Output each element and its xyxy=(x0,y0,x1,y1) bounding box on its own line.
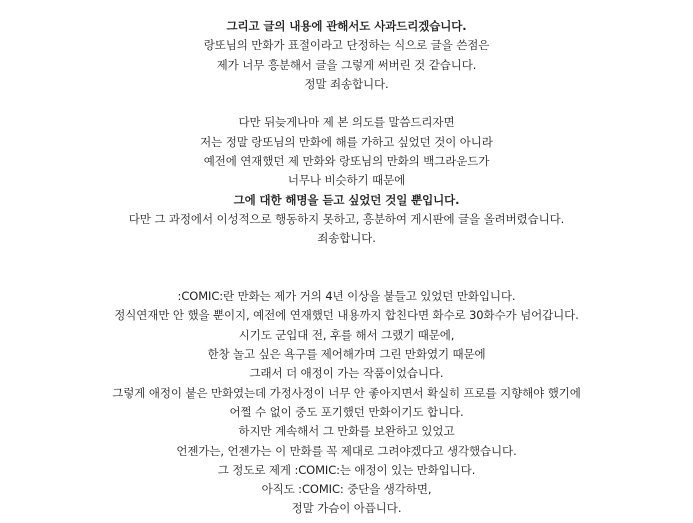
text-line: :COMIC:란 만화는 제가 거의 4년 이상을 붙들고 있었던 만화입니다. xyxy=(177,289,516,304)
text-line: 어쩔 수 없이 중도 포기했던 만화이기도 합니다. xyxy=(229,404,464,419)
text-line: 저는 정말 랑또님의 만화에 해를 가하고 싶었던 것이 아니라 xyxy=(200,134,493,149)
blank-line xyxy=(0,94,693,113)
text-line: 언젠가는, 언젠가는 이 만화를 꼭 제대로 그려야겠다고 생각했습니다. xyxy=(176,443,517,458)
text-line: 그 정도로 제게 :COMIC:는 애정이 있는 만화입니다. xyxy=(217,462,476,477)
paragraph-comic-history xyxy=(0,287,693,519)
text-line: 정식연재만 안 했을 뿐이지, 예전에 연재했던 내용까지 합친다면 화수로 30화수가 넘어갑니다. xyxy=(114,308,579,323)
text-line: 제가 너무 흥분해서 글을 그렇게 써버린 것 같습니다. xyxy=(216,57,477,72)
text-line: 하지만 계속해서 그 만화를 보완하고 있었고 xyxy=(238,424,455,439)
text-line: 너무나 비슷하기 때문에 xyxy=(287,173,406,188)
text-line: 정말 죄송합니다. xyxy=(304,76,389,91)
text-line: 한창 놀고 싶은 욕구를 제어해가며 그린 만화였기 때문에 xyxy=(207,347,486,362)
text-line: 그에 대한 해명을 듣고 싶었던 것일 뿐입니다. xyxy=(233,192,460,207)
post-body xyxy=(0,17,693,519)
paragraph-apology xyxy=(0,17,693,94)
text-line: 죄송합니다. xyxy=(317,231,376,246)
text-line: 그래서 더 애정이 가는 작품이었습니다. xyxy=(249,366,444,381)
paragraph-intention xyxy=(0,113,693,248)
text-line: 예전에 연재했던 제 만화와 랑또님의 만화의 백그라운드가 xyxy=(203,154,490,169)
text-line: 다만 뒤늦게나마 제 본 의도를 말씀드리자면 xyxy=(238,115,455,130)
text-line: 랑또님의 만화가 표절이라고 단정하는 식으로 글을 쓴점은 xyxy=(203,38,490,53)
text-line: 그렇게 애정이 붙은 만화였는데 가정사정이 너무 안 좋아지면서 확실히 프로를 지향해야 했기에 xyxy=(112,385,581,400)
text-line: 아직도 :COMIC: 중단을 생각하면, xyxy=(261,482,432,497)
text-line: 다만 그 과정에서 이성적으로 행동하지 못하고, 흥분하여 게시판에 글을 올려버렸습니다. xyxy=(128,211,565,226)
blank-line xyxy=(0,249,693,288)
text-line: 정말 가슴이 아픕니다. xyxy=(291,501,402,516)
text-line: 그리고 글의 내용에 관해서도 사과드리겠습니다. xyxy=(226,19,467,33)
text-line: 시기도 군입대 전, 후를 해서 그랬기 때문에, xyxy=(238,327,455,342)
